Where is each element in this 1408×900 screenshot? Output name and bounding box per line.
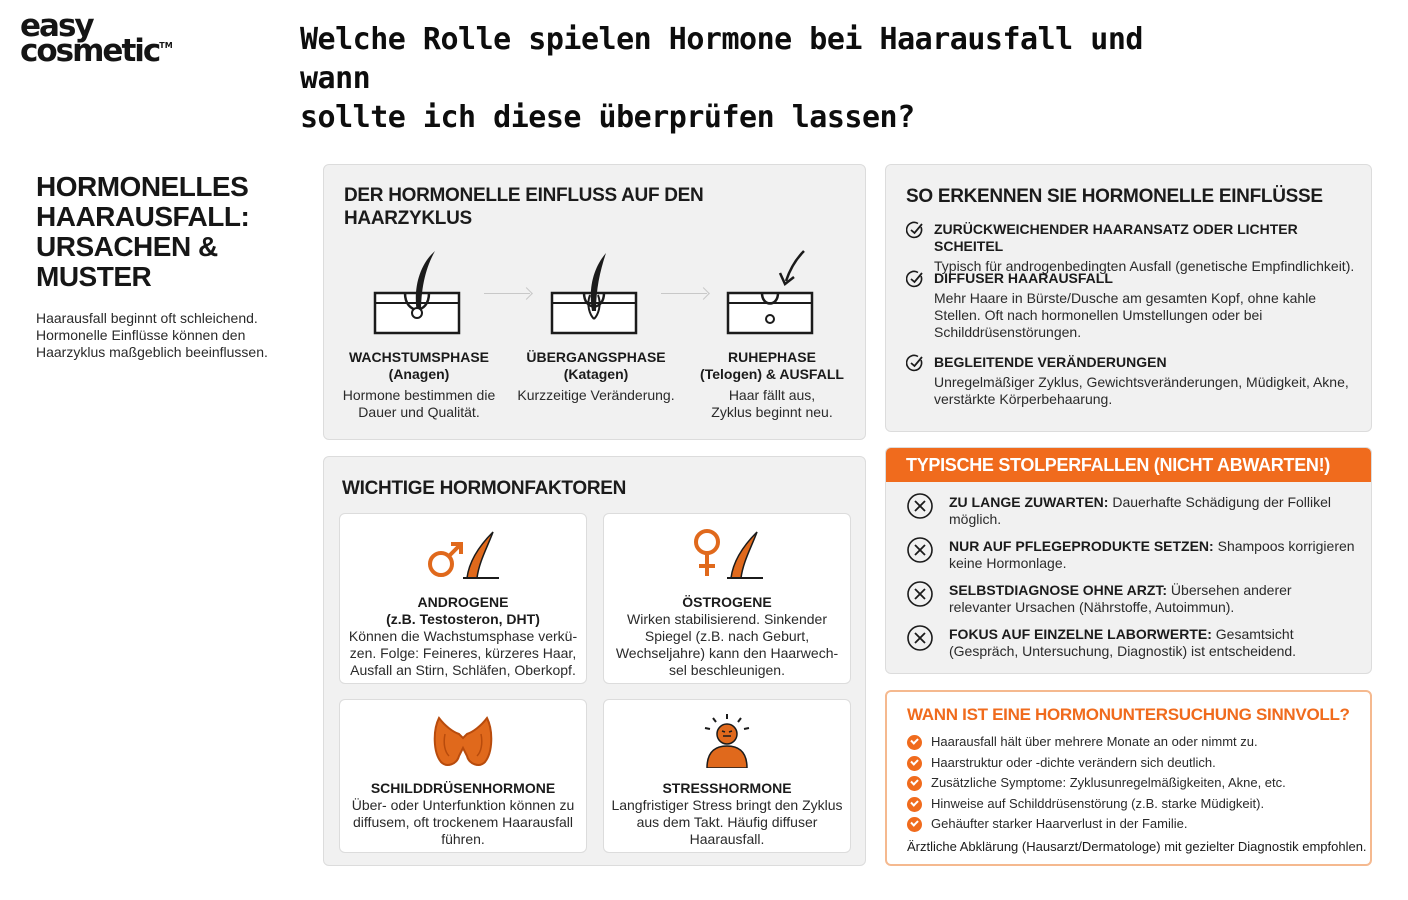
x-circle-icon [906,536,934,564]
when-list-item: Haarstruktur oder -dichte verändern sich deutlich. [907,753,1286,774]
recognize-item-desc: Unregelmäßiger Zyklus, Gewichtsveränderungen, Müdigkeit, Akne, verstärkte Körperbehaarung. [934,374,1349,407]
x-circle-icon [906,492,934,520]
when-note: Ärztliche Abklärung (Hausarzt/Dermatologe) mit gezielter Diagnostik empfohlen. [907,839,1367,854]
recognize-item-desc: Typisch für androgenbedingten Ausfall (genetische Empfindlichkeit). [934,258,1355,274]
pitfall-bold: SELBSTDIAGNOSE OHNE ARZT: [949,582,1168,598]
factor-card-oestrogene [603,513,851,684]
recognize-item [906,270,1356,341]
male-symbol-hair-icon [346,522,580,586]
recognize-item [906,354,1356,408]
stage-katagen [501,249,691,404]
recognize-item-title: DIFFUSER HAARAUSFALL [934,270,1113,286]
hair-cycle-panel [323,164,866,440]
factor-card-schilddruese [339,699,587,853]
female-symbol-hair-icon [610,522,844,586]
stage-telogen-name: RUHEPHASE [728,349,816,365]
stage-anagen-sub: (Anagen) [388,366,450,382]
page-title: Welche Rolle spielen Hormone bei Haarausfall und wann sollte ich diese überprüfen lassen? [300,22,1143,135]
when-list [907,732,1286,835]
factor-card-androgene [339,513,587,684]
pitfall-item [906,538,1356,572]
pitfalls-title: TYPISCHE STOLPERFALLEN (NICHT ABWARTEN!) [886,448,1371,482]
pitfall-text: Shampoos korrigieren keine Hormonlage. [949,538,1355,571]
when-list-item: Gehäufter starker Haarverlust in der Familie. [907,814,1286,835]
x-circle-icon [906,580,934,608]
factor-oestrogene-name: ÖSTROGENE [682,594,772,610]
factor-androgene-desc: Können die Wachstumsphase verkü- zen. Folge: Feineres, kürzeres Haar, Ausfall an Stirn, Schläfen, Oberkopf. [348,628,578,678]
factor-androgene-sub: (z.B. Testosteron, DHT) [386,611,540,627]
factor-stress-desc: Langfristiger Stress bringt den Zyklus aus dem Takt. Häufig diffuser Haarausfall. [611,797,843,847]
recognize-item-title: BEGLEITENDE VERÄNDERUNGEN [934,354,1167,370]
check-badge-icon [907,797,922,812]
check-circle-icon [906,270,924,288]
when-title: WANN IST EINE HORMONUNTERSUCHUNG SINNVOLL? [907,705,1350,724]
logo [20,8,180,70]
intro-title: HORMONELLES HAARAUSFALL: URSACHEN & MUSTER [36,171,250,292]
recognize-title: SO ERKENNEN SIE HORMONELLE EINFLÜSSE [906,186,1323,207]
pitfall-item [906,494,1356,528]
recognize-item [906,221,1356,275]
stage-katagen-sub: (Katagen) [563,366,629,382]
factor-stress-name: STRESSHORMONE [662,780,792,796]
pitfall-text: Übersehen anderer relevanter Ursachen (Nährstoffe, Autoimmun). [949,582,1292,615]
follicle-katagen-icon [546,249,646,335]
hair-cycle-title: DER HORMONELLE EINFLUSS AUF DEN HAARZYKLUS [344,185,704,229]
hormone-factors-panel [323,456,866,866]
pitfall-bold: FOKUS AUF EINZELNE LABORWERTE: [949,626,1212,642]
factor-schilddruese-desc: Über- oder Unterfunktion können zu diffusem, oft trockenem Haarausfall führen. [351,797,575,847]
when-panel [885,690,1372,866]
pitfall-bold: ZU LANGE ZUWARTEN: [949,494,1109,510]
stage-katagen-desc: Kurzzeitige Veränderung. [517,387,675,403]
check-circle-icon [906,354,924,372]
pitfall-text: Gesamtsicht (Gespräch, Untersuchung, Diagnostik) ist entscheidend. [949,626,1297,659]
pitfall-item [906,626,1356,660]
follicle-anagen-icon [369,249,469,335]
recognize-panel [885,164,1372,432]
stage-telogen-sub: (Telogen) & AUSFALL [700,366,844,382]
hormone-factors-title: WICHTIGE HORMONFAKTOREN [342,478,627,499]
factor-schilddruese-name: SCHILDDRÜSENHORMONE [370,780,556,796]
pitfall-bold: NUR AUF PFLEGEPRODUKTE SETZEN: [949,538,1214,554]
stressed-person-icon [610,708,844,772]
stage-anagen [324,249,514,421]
stage-telogen-desc: Haar fällt aus, Zyklus beginnt neu. [711,387,833,420]
check-badge-icon [907,735,922,750]
stage-telogen [677,249,867,421]
logo-line-2: cosmetic™ [20,33,173,70]
when-list-item: Hinweise auf Schilddrüsenstörung (z.B. starke Müdigkeit). [907,794,1286,815]
thyroid-icon [346,708,580,772]
stage-anagen-name: WACHSTUMSPHASE [348,349,489,365]
check-circle-icon [906,221,924,239]
recognize-item-title: ZURÜCKWEICHENDER HAARANSATZ ODER LICHTER SCHEITEL [934,221,1298,254]
x-circle-icon [906,624,934,652]
check-badge-icon [907,756,922,771]
check-badge-icon [907,776,922,791]
pitfalls-panel [885,447,1372,674]
factor-card-stress [603,699,851,853]
follicle-telogen-icon [722,249,822,335]
logo-line-1: easy [20,8,93,44]
intro-text: Haarausfall beginnt oft schleichend. Hormonelle Einflüsse können den Haarzyklus maßgeblich beeinflussen. [36,310,268,360]
pitfall-item [906,582,1356,616]
when-list-item: Zusätzliche Symptome: Zyklusunregelmäßigkeiten, Akne, etc. [907,773,1286,794]
factor-oestrogene-desc: Wirken stabilisierend. Sinkender Spiegel (z.B. nach Geburt, Wechseljahre) kann den Haarwech- sel beschleunigen. [615,611,839,678]
check-badge-icon [907,817,922,832]
pitfall-text: Dauerhafte Schädigung der Follikel möglich. [949,494,1332,527]
when-list-item: Haarausfall hält über mehrere Monate an oder nimmt zu. [907,732,1286,753]
stage-anagen-desc: Hormone bestimmen die Dauer und Qualität. [342,387,496,420]
factor-androgene-name: ANDROGENE [417,594,509,610]
recognize-item-desc: Mehr Haare in Bürste/Dusche am gesamten Kopf, ohne kahle Stellen. Oft nach hormonellen Umstellungen oder bei Schilddrüsenstörungen. [934,290,1317,340]
stage-katagen-name: ÜBERGANGSPHASE [526,349,666,365]
